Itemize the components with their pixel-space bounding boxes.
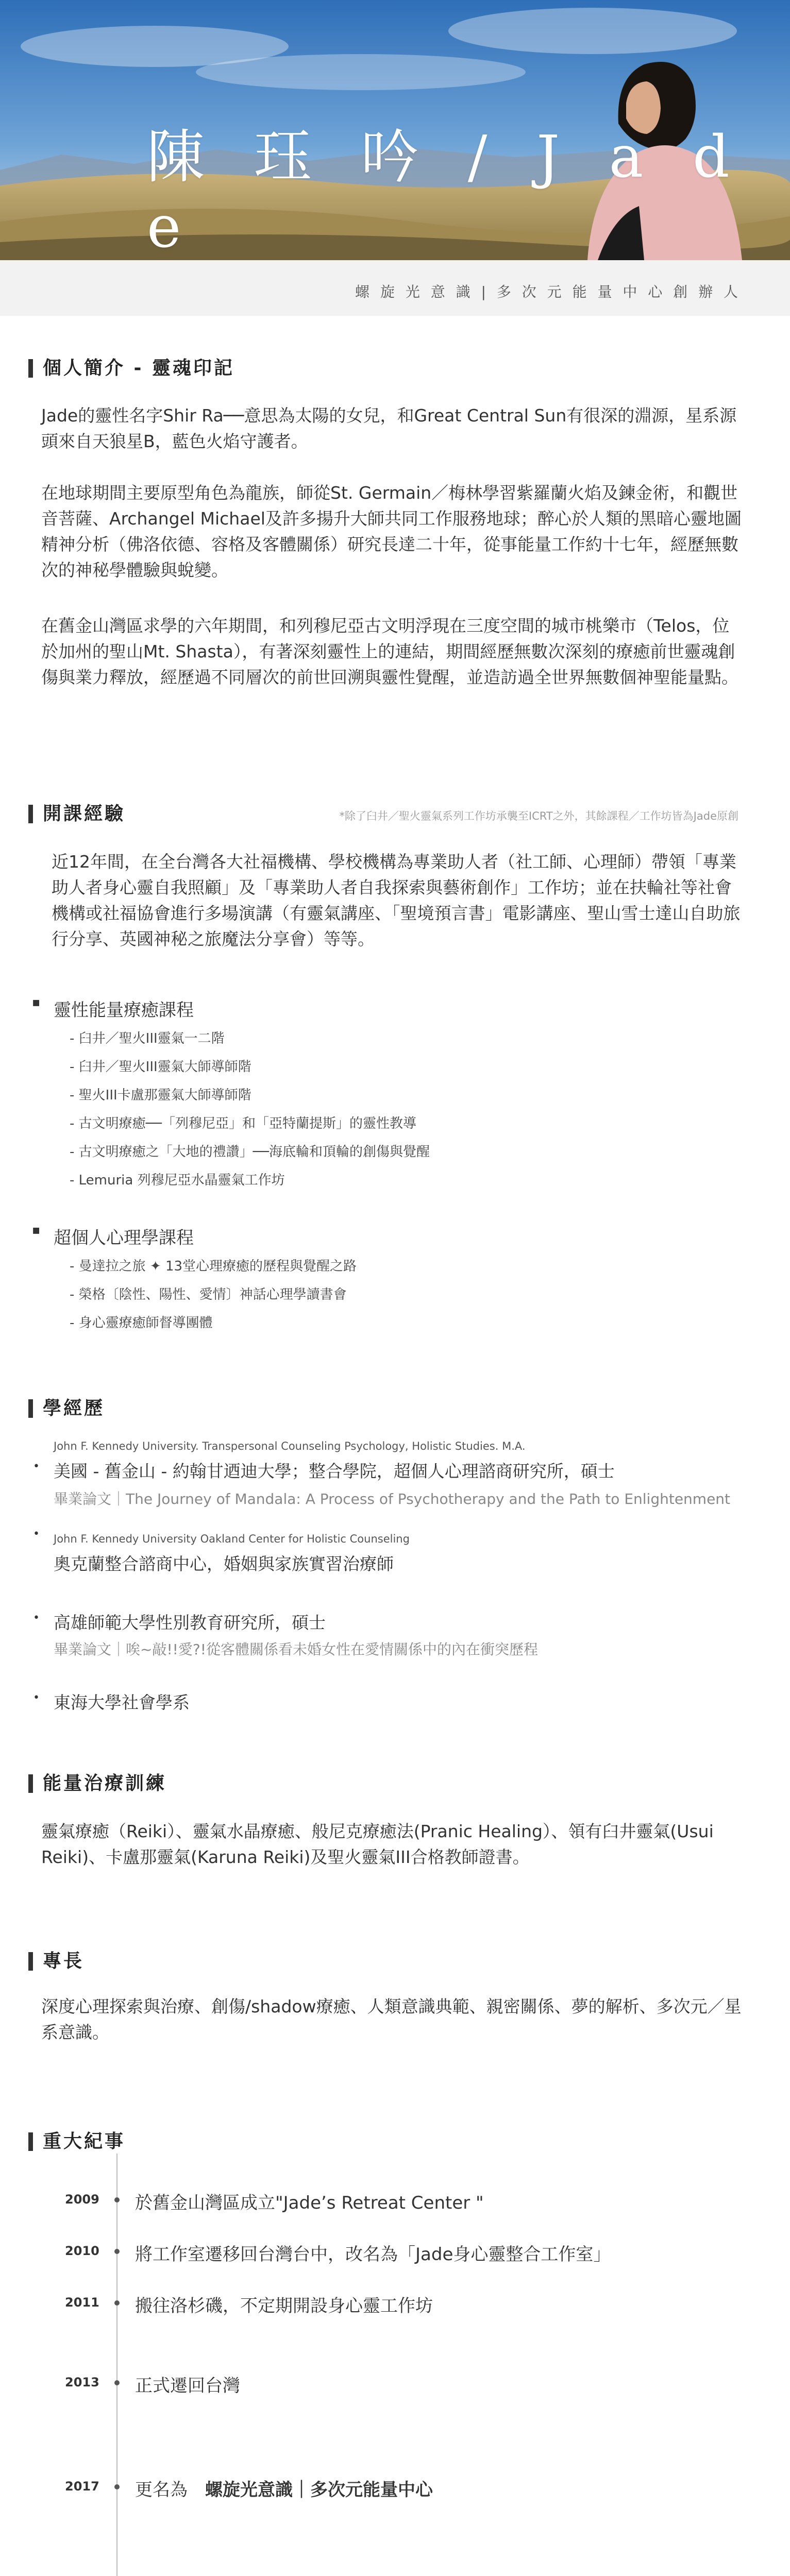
subtitle-bar <box>0 260 790 316</box>
education-degree: 東海大學社會學系 <box>54 1692 190 1713</box>
subtitle-text: 螺 旋 光 意 識 | 多 次 元 能 量 中 心 創 辦 人 <box>355 283 741 300</box>
timeline-dot <box>114 2484 120 2489</box>
education-thesis: 畢業論文｜唉~敲!!愛?!從客體關係看未婚女性在愛情關係中的內在衝突歷程 <box>54 1641 538 1658</box>
hero-banner <box>0 0 790 260</box>
education-title: 學經歷 <box>28 1397 105 1420</box>
course-item: - 臼井／聖火III靈氣大師導師階 <box>70 1059 251 1075</box>
course-item: - 聖火III卡盧那靈氣大師導師階 <box>70 1088 251 1103</box>
course-item: - 臼井／聖火III靈氣一二階 <box>70 1031 225 1046</box>
timeline-year: 2010 <box>65 2244 99 2258</box>
course-item: - 古文明療癒──「列穆尼亞」和「亞特蘭提斯」的靈性教導 <box>70 1116 416 1131</box>
timeline-text: 於舊金山灣區成立"Jade’s Retreat Center " <box>135 2193 484 2213</box>
bullet-dot-icon: • <box>33 1460 40 1473</box>
course-item: - 曼達拉之旅 ✦ 13堂心理療癒的歷程與覺醒之路 <box>70 1259 357 1274</box>
intro-paragraph-3: 在舊金山灣區求學的六年期間，和列穆尼亞古文明浮現在三度空間的城市桃樂市（Telos，位於加州的聖山Mt. Shasta），有著深刻靈性上的連結，期間經歷無數次深刻的療癒前世靈魂創傷與業力釋放，經歷過不同層次的前世回溯與靈性覺醒，並造訪過全世界無數個神聖能量點。 <box>41 616 738 687</box>
timeline-year: 2013 <box>65 2375 99 2389</box>
course-item: - 身心靈療癒師督導團體 <box>70 1315 213 1331</box>
timeline-dot <box>114 2197 120 2202</box>
timeline-line <box>116 2154 117 2576</box>
courses-paragraph: 近12年間，在全台灣各大社福機構、學校機構為專業助人者（社工師、心理師）帶領「專業助人者身心靈自我照顧」及「專業助人者自我探索與藝術創作」工作坊；並在扶輪社等社會機構或社福協會進行多場演講（有靈氣講座、「聖境預言書」電影講座、聖山雪士達山自助旅行分享、英國神秘之旅魔法分享會）等等。 <box>52 852 741 949</box>
timeline-year: 2017 <box>65 2479 99 2494</box>
timeline-dot <box>114 2249 120 2254</box>
timeline-dot <box>114 2300 120 2306</box>
skills-title: 專長 <box>28 1950 84 1973</box>
bullet-dot-icon: • <box>33 1612 40 1624</box>
timeline-year: 2009 <box>65 2192 99 2207</box>
timeline-text: 搬往洛杉磯，不定期開設身心靈工作坊 <box>135 2296 433 2316</box>
education-english-name: John F. Kennedy University. Transpersonal Counseling Psychology, Holistic Studies. M.A. <box>54 1440 526 1452</box>
education-degree: 奧克蘭整合諮商中心，婚姻與家族實習治療師 <box>54 1554 394 1574</box>
courses-note: *除了臼井／聖火靈氣系列工作坊承襲至ICRT之外，其餘課程／工作坊皆為Jade原創 <box>339 810 738 822</box>
timeline-text: 正式遷回台灣 <box>135 2376 240 2396</box>
intro-title: 個人簡介 - 靈魂印記 <box>28 357 234 380</box>
education-thesis: 畢業論文｜The Journey of Mandala: A Process of Psychotherapy and the Path to Enlightenment <box>54 1490 731 1507</box>
bullet-dot-icon: • <box>33 1528 40 1540</box>
training-paragraph: 靈氣療癒（Reiki）、靈氣水晶療癒、般尼克療癒法(Pranic Healing）、領有臼井靈氣(Usui Reiki)、卡盧那靈氣(Karuna Reiki)及聖火靈氣III合格教師證書。 <box>41 1821 714 1867</box>
education-english-name: John F. Kennedy University Oakland Center for Holistic Counseling <box>54 1533 410 1545</box>
bullet-dot-icon: • <box>33 1691 40 1704</box>
course-item: - 榮格〔陰性、陽性、愛情〕神話心理學讀書會 <box>70 1287 347 1302</box>
skills-paragraph: 深度心理探索與治療、創傷/shadow療癒、人類意識典範、親密關係、夢的解析、多次元／星系意識。 <box>41 1996 742 2042</box>
hero-title: 陳 珏 吟 / J a d e <box>147 124 745 260</box>
courses-title: 開課經驗 <box>28 803 125 825</box>
intro-paragraph-2: 在地球期間主要原型角色為龍族，師從St. Germain／梅林學習紫羅蘭火焰及鍊金術，和觀世音菩薩、Archangel Michael及許多揚升大師共同工作服務地球；醉心於人類的黑暗心靈地圖精神分析（佛洛依德、容格及客體關係）研究長達二十年，從事能量工作約十七年，經歷無數次的神秘學體驗與蛻變。 <box>41 483 742 580</box>
timeline-text: 將工作室遷移回台灣台中，改名為「Jade身心靈整合工作室」 <box>135 2244 611 2265</box>
milestones-title: 重大紀事 <box>28 2130 125 2153</box>
education-degree: 美國 - 舊金山 - 約翰甘迺迪大學；整合學院，超個人心理諮商研究所，碩士 <box>54 1461 615 1481</box>
course-item: - Lemuria 列穆尼亞水晶靈氣工作坊 <box>70 1173 285 1188</box>
course-item: - 古文明療癒之「大地的禮讚」──海底輪和頂輪的創傷與覺醒 <box>70 1144 430 1160</box>
course-group-transpersonal: ▪ 超個人心理學課程 <box>32 1224 194 1249</box>
course-group-spiritual: ▪ 靈性能量療癒課程 <box>32 996 194 1021</box>
timeline-dot <box>114 2380 120 2385</box>
education-degree: 高雄師範大學性別教育研究所，碩士 <box>54 1613 326 1633</box>
timeline-text: 更名為 螺旋光意識｜多次元能量中心 <box>135 2480 433 2500</box>
timeline-year: 2011 <box>65 2295 99 2310</box>
intro-paragraph-1: Jade的靈性名字Shir Ra──意思為太陽的女兒，和Great Central Sun有很深的淵源，星系源頭來自天狼星B，藍色火焰守護者。 <box>41 405 737 451</box>
training-title: 能量治療訓練 <box>28 1772 166 1795</box>
